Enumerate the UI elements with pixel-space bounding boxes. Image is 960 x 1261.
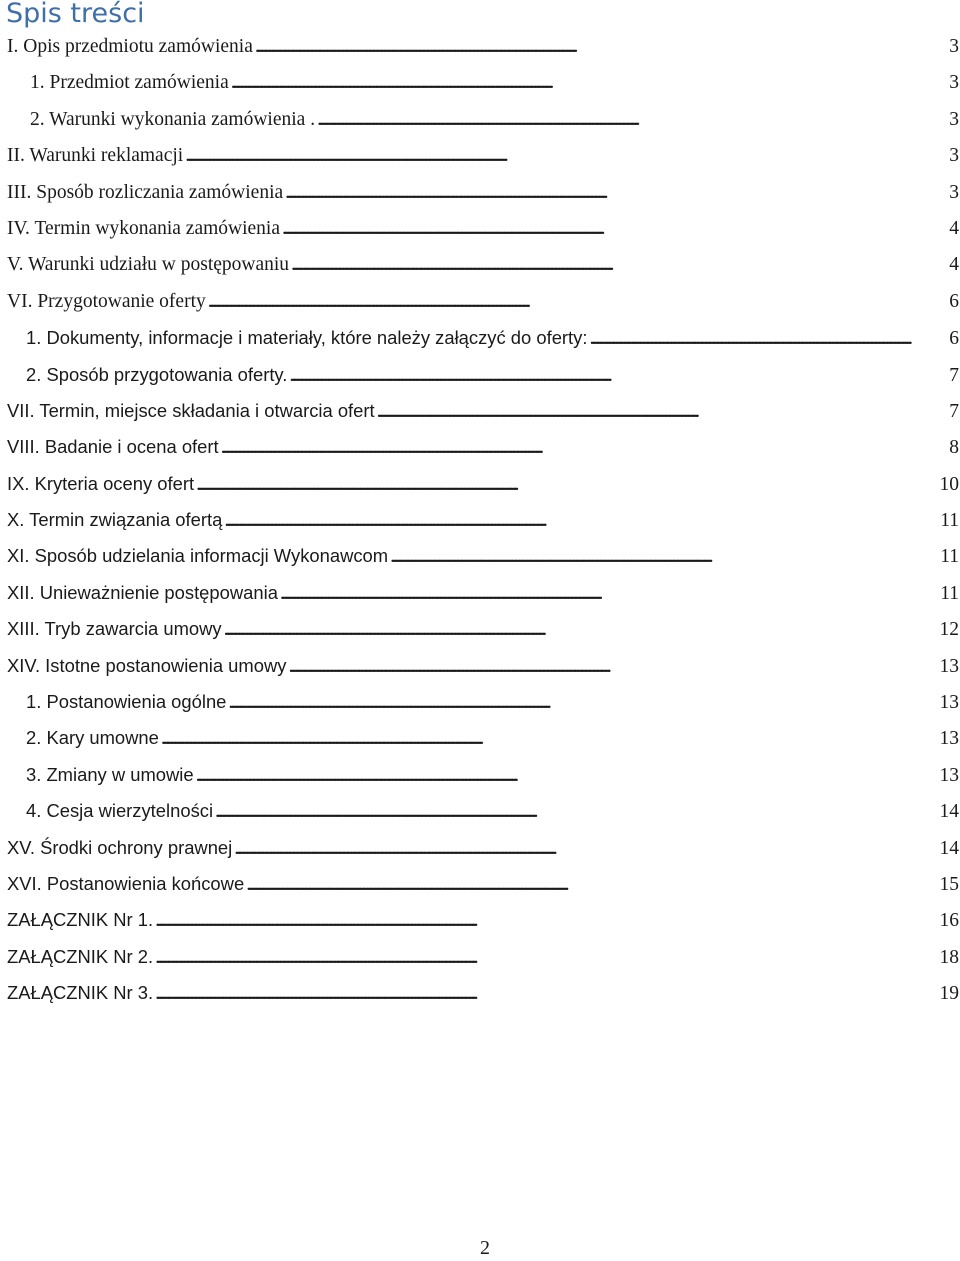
toc-entry[interactable] (0, 393, 959, 429)
toc-entry[interactable] (0, 575, 959, 611)
toc-dot-leader (291, 247, 945, 283)
toc-entry-label: IV. Termin wykonania zamówienia (7, 217, 281, 239)
toc-dot-leader (255, 29, 945, 65)
toc-entry[interactable] (0, 902, 959, 938)
toc-dot-leader (234, 831, 935, 867)
toc-entry-label: XIV. Istotne postanowienia umowy (7, 654, 287, 676)
toc-dot-leader (228, 685, 935, 721)
toc-entry-label: I. Opis przedmiotu zamówienia (7, 36, 253, 57)
toc-entry[interactable] (0, 211, 959, 247)
toc-entry[interactable] (0, 830, 959, 866)
toc-entry-label: ZAŁĄCZNIK Nr 2. (7, 945, 154, 967)
toc-dot-leader (289, 358, 945, 394)
toc-entry-page: 19 (939, 983, 959, 1005)
toc-entry-page: 7 (949, 400, 959, 422)
toc-entry[interactable] (0, 138, 959, 174)
toc-entry-page: 3 (949, 108, 959, 130)
toc-entry[interactable] (0, 102, 959, 138)
toc-entry-label: VI. Przygotowanie oferty (7, 290, 206, 312)
toc-entry[interactable] (0, 975, 959, 1011)
toc-entry-page: 10 (939, 473, 959, 495)
toc-entry[interactable] (0, 538, 959, 574)
toc-entry-label: IX. Kryteria oceny ofert (7, 472, 195, 494)
toc-entry-page: 13 (939, 764, 959, 786)
toc-entry[interactable] (0, 320, 959, 356)
toc-entry[interactable] (0, 720, 959, 756)
toc-dot-leader (231, 65, 946, 101)
toc-entry[interactable] (0, 866, 959, 902)
toc-entry-page: 6 (949, 290, 959, 312)
toc-entry-page: 3 (949, 181, 959, 203)
toc-entry-page: 11 (940, 510, 959, 532)
toc-dot-leader (155, 976, 935, 1012)
toc-dot-leader (196, 467, 935, 503)
toc-dot-leader (246, 867, 935, 903)
toc-dot-leader (390, 539, 936, 575)
toc-entry[interactable] (0, 247, 959, 283)
toc-entry-page: 3 (949, 36, 959, 57)
toc-entry-label: VII. Termin, miejsce składania i otwarcia ofert (7, 399, 375, 421)
toc-entry-page: 8 (949, 437, 959, 459)
toc-entry-page: 6 (949, 328, 959, 350)
toc-entry-label: 2. Warunki wykonania zamówienia . (30, 108, 316, 130)
toc-dot-leader (288, 649, 935, 685)
toc-entry-page: 15 (939, 873, 959, 895)
toc-dot-leader (589, 321, 945, 357)
toc-dot-leader (155, 903, 935, 939)
toc-entry-label: II. Warunki reklamacji (7, 145, 184, 167)
toc-entry[interactable] (0, 502, 959, 538)
toc-entry-page: 3 (949, 72, 959, 94)
toc-entry-label: VIII. Badanie i ocena ofert (7, 436, 219, 458)
toc-entry-label: 2. Sposób przygotowania oferty. (26, 363, 288, 385)
toc-dot-leader (280, 576, 936, 612)
toc-entry-page: 4 (949, 217, 959, 239)
toc-entry[interactable] (0, 29, 959, 65)
toc-entry[interactable] (0, 466, 959, 502)
toc-entry-label: 2. Kary umowne (26, 727, 159, 749)
toc-dot-leader (208, 284, 946, 320)
page-number: 2 (480, 1237, 490, 1259)
toc-entry[interactable] (0, 939, 959, 975)
toc-entry-page: 14 (939, 837, 959, 859)
toc-entry[interactable] (0, 429, 959, 465)
toc-entry-label: XVI. Postanowienia końcowe (7, 872, 245, 894)
toc-entry-label: V. Warunki udziału w postępowaniu (7, 254, 290, 276)
toc-dot-leader (196, 758, 936, 794)
toc-entry-label: ZAŁĄCZNIK Nr 1. (7, 909, 154, 931)
toc-entry[interactable] (0, 611, 959, 647)
toc-entry-label: 1. Postanowienia ogólne (26, 691, 227, 713)
toc-entry-page: 11 (940, 582, 959, 604)
toc-dot-leader (155, 940, 935, 976)
toc-entry[interactable] (0, 757, 959, 793)
toc-dot-leader (185, 138, 945, 174)
toc-entry-label: 1. Dokumenty, informacje i materiały, które należy załączyć do oferty: (26, 327, 588, 349)
toc-entry[interactable] (0, 284, 959, 320)
toc-entry-label: X. Termin związania ofertą (7, 509, 223, 531)
toc-entry-label: III. Sposób rozliczania zamówienia (7, 181, 284, 203)
toc-entry[interactable] (0, 684, 959, 720)
toc-entry-page: 13 (939, 728, 959, 750)
toc-entry-label: XV. Środki ochrony prawnej (7, 836, 233, 858)
toc-entry-page: 16 (939, 910, 959, 932)
toc-entry-page: 7 (949, 364, 959, 386)
toc-dot-leader (221, 430, 946, 466)
toc-entry-label: XI. Sposób udzielania informacji Wykonawcom (7, 545, 389, 567)
toc-entry[interactable] (0, 357, 959, 393)
toc-entry[interactable] (0, 648, 959, 684)
toc-entry-page: 12 (939, 619, 959, 641)
toc-entry-label: 1. Przedmiot zamówienia (30, 72, 229, 94)
toc-dot-leader (224, 503, 936, 539)
toc-entry-label: 4. Cesja wierzytelności (26, 800, 214, 822)
toc-entry-page: 3 (949, 145, 959, 167)
toc-entry-label: 3. Zmiany w umowie (26, 763, 194, 785)
toc-entry-page: 14 (939, 801, 959, 823)
toc-entry-label: XIII. Tryb zawarcia umowy (7, 618, 222, 640)
toc-entry-page: 11 (940, 546, 959, 568)
toc-dot-leader (282, 211, 945, 247)
toc-dot-leader (215, 794, 935, 830)
toc-entry-label: XII. Unieważnienie postępowania (7, 581, 278, 603)
toc-entry-page: 13 (939, 655, 959, 677)
toc-dot-leader (377, 394, 946, 430)
toc-dot-leader (161, 721, 936, 757)
toc-entry[interactable] (0, 175, 959, 211)
toc-entry-page: 13 (939, 692, 959, 714)
toc-entry-label: ZAŁĄCZNIK Nr 3. (7, 982, 154, 1004)
toc-dot-leader (285, 175, 945, 211)
toc-entry[interactable] (0, 65, 959, 101)
toc-list (0, 29, 960, 1012)
toc-entry-page: 18 (939, 946, 959, 968)
toc-entry-page: 4 (949, 254, 959, 276)
toc-dot-leader (317, 102, 945, 138)
toc-entry[interactable] (0, 793, 959, 829)
toc-dot-leader (224, 612, 936, 648)
toc-title: Spis treści (6, 0, 145, 29)
